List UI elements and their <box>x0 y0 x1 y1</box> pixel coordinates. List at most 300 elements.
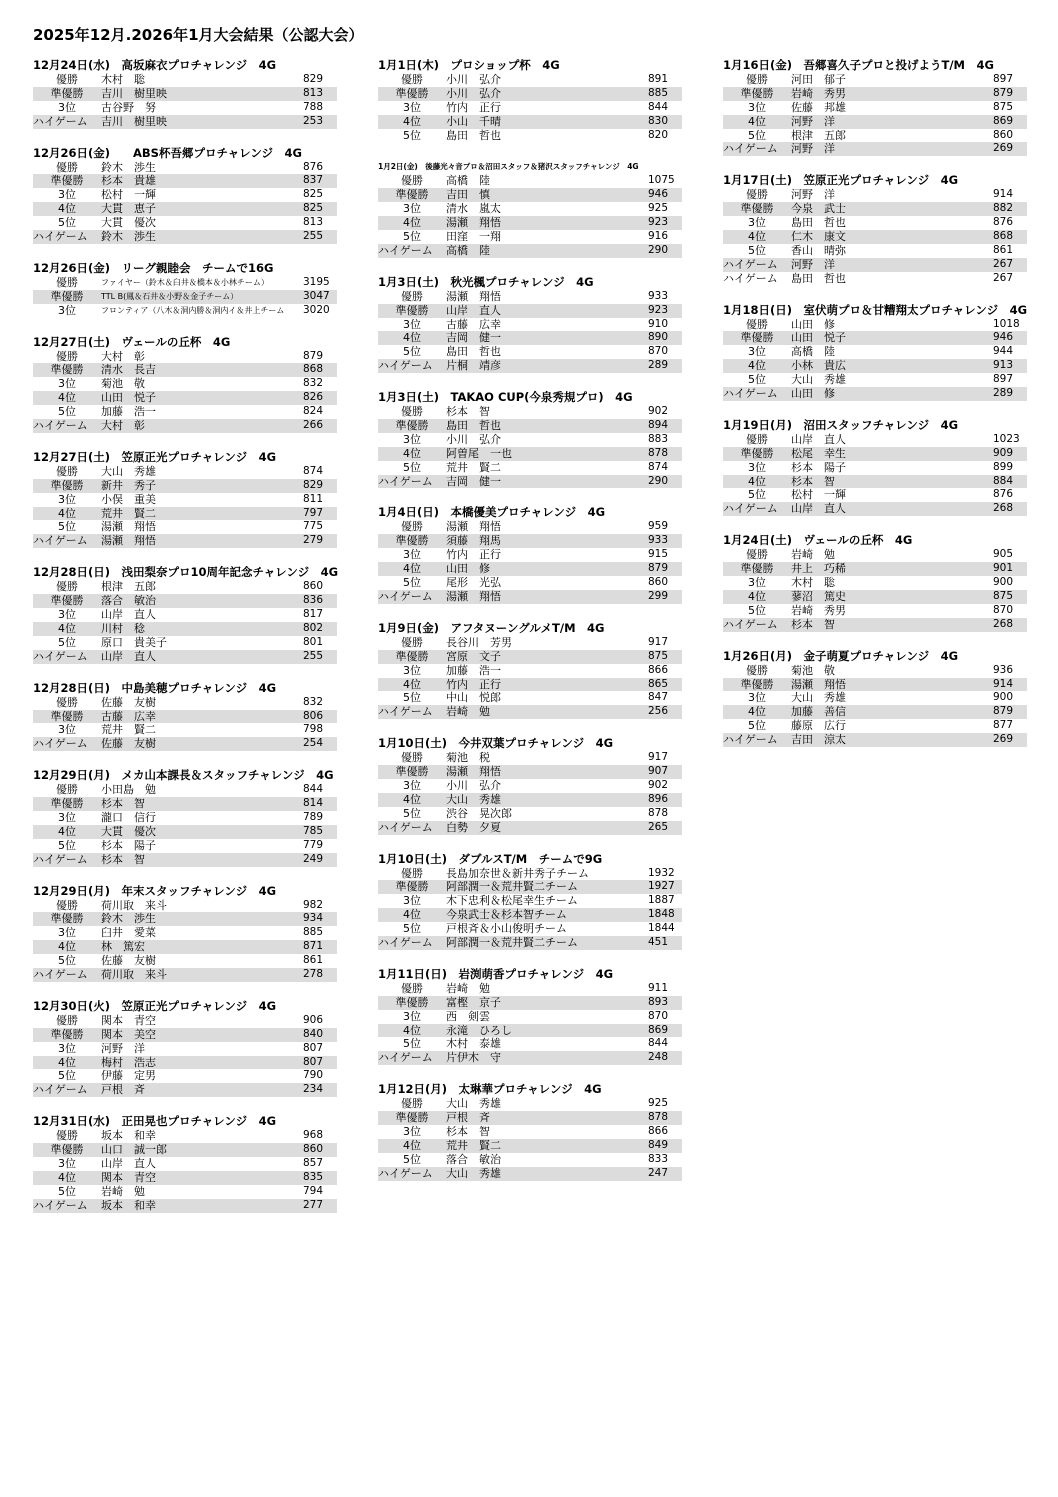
result-row <box>378 894 682 908</box>
player-name: 岩崎 秀男 <box>791 603 846 617</box>
result-row <box>723 129 1027 143</box>
event-title: 1月4日(日) 本橋優美プロチャレンジ 4G <box>378 505 606 520</box>
rank-label: 4位 <box>58 1055 76 1069</box>
results-column-january-late <box>723 58 1027 764</box>
score-value: 861 <box>303 954 324 967</box>
player-name: 今泉 武士 <box>791 202 846 216</box>
score-value: 870 <box>993 603 1014 616</box>
score-value: 3195 <box>303 275 330 288</box>
event-title: 12月27日(土) 笠原正光プロチャレンジ 4G <box>33 449 277 464</box>
rank-label: ハイゲーム <box>33 419 88 433</box>
result-row <box>378 534 682 548</box>
result-row <box>378 576 682 590</box>
score-value: 868 <box>303 363 324 376</box>
score-value: 835 <box>303 1170 324 1183</box>
score-value: 794 <box>303 1184 324 1197</box>
score-value: 265 <box>648 820 669 833</box>
rank-label: 4位 <box>403 792 421 806</box>
rank-label: 準優勝 <box>50 174 84 188</box>
player-name: 井上 巧稀 <box>791 562 846 576</box>
result-row <box>723 618 1027 632</box>
rank-label: ハイゲーム <box>33 737 88 751</box>
rank-label: 4位 <box>748 230 766 244</box>
rank-label: 準優勝 <box>395 995 429 1009</box>
player-name: 荒井 賢二 <box>446 460 501 474</box>
rank-label: 優勝 <box>56 1129 78 1143</box>
result-row <box>378 590 682 604</box>
rank-label: 5位 <box>748 719 766 733</box>
event-block <box>378 505 682 603</box>
event-title: 1月24日(土) ヴェールの丘杯 4G <box>723 533 913 548</box>
player-name: 山田 修 <box>791 387 835 401</box>
rank-label: 優勝 <box>746 548 768 562</box>
rank-label: 4位 <box>403 331 421 345</box>
result-row <box>33 580 337 594</box>
score-value: 946 <box>993 331 1014 344</box>
player-name: 杉本 智 <box>446 1124 490 1138</box>
rank-label: 4位 <box>58 824 76 838</box>
rank-label: 優勝 <box>56 580 78 594</box>
result-row <box>33 839 337 853</box>
rank-label: 準優勝 <box>740 331 774 345</box>
player-name: 杉本 智 <box>446 405 490 419</box>
rank-label: 3位 <box>403 1009 421 1023</box>
score-value: 254 <box>303 737 324 750</box>
player-name: 仁木 康文 <box>791 230 846 244</box>
player-name: 林 篤宏 <box>101 940 145 954</box>
score-value: 826 <box>303 391 324 404</box>
player-name: 島田 哲也 <box>446 128 501 142</box>
result-row <box>723 433 1027 447</box>
rank-label: 5位 <box>403 128 421 142</box>
rank-label: ハイゲーム <box>33 114 88 128</box>
rank-label: 3位 <box>58 1041 76 1055</box>
player-name: 荒井 賢二 <box>446 1138 501 1152</box>
result-row <box>378 705 682 719</box>
player-name: 小林 貴広 <box>791 359 846 373</box>
result-row <box>723 562 1027 576</box>
rank-label: 準優勝 <box>395 765 429 779</box>
result-row <box>33 811 337 825</box>
result-row <box>33 115 337 129</box>
player-name: 坂本 和幸 <box>101 1198 156 1212</box>
rank-label: 3位 <box>58 492 76 506</box>
player-name: 高橋 陸 <box>791 345 835 359</box>
player-name: 湯瀬 翔悟 <box>446 216 501 230</box>
score-value: 825 <box>303 202 324 215</box>
score-value: 891 <box>648 73 669 85</box>
result-row <box>33 622 337 636</box>
player-name: 岩崎 勉 <box>101 1184 145 1198</box>
score-value: 806 <box>303 709 324 722</box>
player-name: 落合 敏治 <box>101 594 156 608</box>
rank-label: 5位 <box>403 1152 421 1166</box>
score-value: 878 <box>648 1111 669 1124</box>
score-value: 247 <box>648 1166 669 1179</box>
event-title: 1月26日(月) 金子萌夏プロチャレンジ 4G <box>723 648 959 663</box>
player-name: 小田島 勉 <box>101 783 156 797</box>
score-value: 849 <box>648 1138 669 1151</box>
result-row <box>33 161 337 175</box>
player-name: 湯瀬 翔悟 <box>101 534 156 548</box>
player-name: 阿曽尾 一也 <box>446 446 512 460</box>
result-row <box>723 678 1027 692</box>
player-name: 大山 秀雄 <box>446 1166 501 1180</box>
result-row <box>378 793 682 807</box>
rank-label: 準優勝 <box>50 797 84 811</box>
result-row <box>33 1056 337 1070</box>
rank-label: 準優勝 <box>395 419 429 433</box>
rank-label: 3位 <box>403 432 421 446</box>
score-value: 813 <box>303 216 324 229</box>
rank-label: 優勝 <box>746 73 768 86</box>
player-name: 松尾 幸生 <box>791 446 846 460</box>
rank-label: 5位 <box>58 1069 76 1083</box>
result-row <box>378 115 682 129</box>
player-name: 湯瀬 翔悟 <box>446 520 501 534</box>
result-row <box>33 968 337 982</box>
rank-label: 4位 <box>403 216 421 230</box>
result-row <box>378 174 682 188</box>
result-row <box>723 387 1027 401</box>
result-row <box>33 290 337 304</box>
event-block <box>33 565 337 663</box>
result-row <box>723 244 1027 258</box>
score-value: 885 <box>648 86 669 99</box>
score-value: 820 <box>648 128 669 141</box>
score-value: 925 <box>648 202 669 215</box>
rank-label: 準優勝 <box>50 1143 84 1157</box>
result-row <box>33 594 337 608</box>
score-value: 289 <box>993 387 1014 400</box>
score-value: 847 <box>648 691 669 704</box>
result-row <box>378 359 682 373</box>
event-title: 1月2日(金) 後藤光々音プロ＆沼田スタッフ＆猪沢スタッフチャレンジ 4G <box>378 162 639 172</box>
player-name: 古藤 広幸 <box>446 317 501 331</box>
rank-label: 準優勝 <box>395 1111 429 1125</box>
result-row <box>723 230 1027 244</box>
rank-label: ハイゲーム <box>723 387 778 401</box>
score-value: 909 <box>993 446 1014 459</box>
rank-label: 準優勝 <box>740 562 774 576</box>
player-name: 山岸 直人 <box>101 608 156 622</box>
result-row <box>33 1083 337 1097</box>
score-value: 789 <box>303 810 324 823</box>
player-name: 須藤 翔馬 <box>446 534 501 548</box>
player-name: 山岸 直人 <box>446 303 501 317</box>
event-block <box>378 390 682 488</box>
event-title: 1月10日(土) 今井双葉プロチャレンジ 4G <box>378 736 614 751</box>
event-block <box>33 681 337 752</box>
rank-label: 5位 <box>403 806 421 820</box>
player-name: 鈴木 渉生 <box>101 160 156 174</box>
rank-label: 5位 <box>58 954 76 968</box>
score-value: 1023 <box>993 432 1020 445</box>
score-value: 925 <box>648 1097 669 1110</box>
rank-label: 5位 <box>403 345 421 359</box>
score-value: 913 <box>993 359 1014 372</box>
event-title: 12月27日(土) ヴェールの丘杯 4G <box>33 334 231 349</box>
event-block <box>723 418 1027 516</box>
rank-label: ハイゲーム <box>378 359 433 373</box>
player-name: 鈴木 渉生 <box>101 230 156 244</box>
score-value: 1927 <box>648 880 675 893</box>
rank-label: ハイゲーム <box>33 1083 88 1097</box>
rank-label: 4位 <box>403 1138 421 1152</box>
player-name: 山岸 直人 <box>791 502 846 516</box>
score-value: 255 <box>303 649 324 662</box>
result-row <box>33 479 337 493</box>
player-name: 荒井 賢二 <box>101 506 156 520</box>
score-value: 874 <box>303 464 324 477</box>
score-value: 277 <box>303 1198 324 1211</box>
player-name: 山岸 直人 <box>101 1156 156 1170</box>
result-row <box>723 719 1027 733</box>
score-value: 860 <box>648 576 669 589</box>
score-value: 267 <box>993 257 1014 270</box>
result-row <box>33 1069 337 1083</box>
player-name: 小川 弘介 <box>446 432 501 446</box>
player-name: 佐藤 友樹 <box>101 737 156 751</box>
player-name: 富樫 京子 <box>446 995 501 1009</box>
player-name: 湯瀬 翔悟 <box>446 765 501 779</box>
event-block <box>33 1114 337 1212</box>
player-name: 荷川取 来斗 <box>101 967 167 981</box>
event-title: 12月30日(火) 笠原正光プロチャレンジ 4G <box>33 998 277 1013</box>
rank-label: 3位 <box>748 691 766 705</box>
event-block <box>723 533 1027 631</box>
score-value: 875 <box>993 100 1014 113</box>
result-row <box>723 733 1027 747</box>
player-name: 竹内 正行 <box>446 677 501 691</box>
event-block <box>33 335 337 433</box>
player-name: 杉本 智 <box>791 474 835 488</box>
result-row <box>33 1199 337 1213</box>
result-row <box>378 1097 682 1111</box>
score-value: 844 <box>648 100 669 113</box>
score-value: 255 <box>303 230 324 243</box>
result-row <box>378 691 682 705</box>
rank-label: 4位 <box>748 114 766 128</box>
player-name: 大山 秀雄 <box>791 373 846 387</box>
rank-label: 5位 <box>58 216 76 230</box>
event-block <box>33 261 337 318</box>
event-title: 1月17日(土) 笠原正光プロチャレンジ 4G <box>723 173 959 188</box>
rank-label: 4位 <box>403 562 421 576</box>
result-row <box>378 880 682 894</box>
event-block <box>378 736 682 834</box>
result-row <box>378 821 682 835</box>
event-title: 12月28日(日) 中島美穂プロチャレンジ 4G <box>33 680 277 695</box>
score-value: 933 <box>648 534 669 547</box>
result-row <box>33 912 337 926</box>
result-row <box>33 391 337 405</box>
rank-label: 優勝 <box>401 405 423 419</box>
result-row <box>723 115 1027 129</box>
result-row <box>378 1167 682 1181</box>
score-value: 278 <box>303 967 324 980</box>
result-row <box>378 461 682 475</box>
result-row <box>33 737 337 751</box>
rank-label: 3位 <box>403 663 421 677</box>
player-name: 吉田 涼太 <box>791 733 846 747</box>
results-column-december <box>33 58 337 1230</box>
rank-label: 優勝 <box>746 188 768 202</box>
score-value: 944 <box>993 345 1014 358</box>
rank-label: ハイゲーム <box>33 852 88 866</box>
event-title: 12月26日(金) ABS杯吾郷プロチャレンジ 4G <box>33 145 302 160</box>
rank-label: ハイゲーム <box>723 271 778 285</box>
rank-label: 優勝 <box>401 981 423 995</box>
result-row <box>378 101 682 115</box>
score-value: 870 <box>648 345 669 358</box>
score-value: 915 <box>648 548 669 561</box>
score-value: 869 <box>648 1023 669 1036</box>
player-name: 瀧口 信行 <box>101 810 156 824</box>
score-value: 290 <box>648 474 669 487</box>
player-name: 白勢 夕夏 <box>446 820 501 834</box>
rank-label: 優勝 <box>56 349 78 363</box>
player-name: 河野 洋 <box>791 142 835 156</box>
result-row <box>378 1051 682 1065</box>
player-name: 片桐 靖彦 <box>446 359 501 373</box>
player-name: 木下忠利＆松尾幸生チーム <box>446 894 578 908</box>
result-row <box>723 258 1027 272</box>
player-name: 関本 青空 <box>101 1170 156 1184</box>
player-name: 河野 洋 <box>791 114 835 128</box>
score-value: 857 <box>303 1156 324 1169</box>
rank-label: 準優勝 <box>50 594 84 608</box>
score-value: 861 <box>993 243 1014 256</box>
score-value: 817 <box>303 608 324 621</box>
rank-label: 準優勝 <box>50 1027 84 1041</box>
score-value: 879 <box>303 349 324 362</box>
score-value: 813 <box>303 86 324 99</box>
rank-label: ハイゲーム <box>378 1051 433 1065</box>
rank-label: 5位 <box>403 460 421 474</box>
rank-label: ハイゲーム <box>723 257 778 271</box>
rank-label: 優勝 <box>56 783 78 797</box>
rank-label: 3位 <box>58 303 76 317</box>
player-name: 蓼沼 篤史 <box>791 589 846 603</box>
player-name: 臼井 愛菜 <box>101 926 156 940</box>
rank-label: 準優勝 <box>50 363 84 377</box>
result-row <box>378 230 682 244</box>
event-block <box>378 1082 682 1180</box>
player-name: 島田 哲也 <box>446 345 501 359</box>
player-name: 田窪 一翔 <box>446 230 501 244</box>
rank-label: 5位 <box>58 838 76 852</box>
score-value: 905 <box>993 548 1014 561</box>
score-value: 900 <box>993 576 1014 589</box>
result-row <box>33 1185 337 1199</box>
player-name: 大山 秀雄 <box>101 464 156 478</box>
player-name: 大山 秀雄 <box>446 792 501 806</box>
score-value: 885 <box>303 926 324 939</box>
rank-label: 優勝 <box>401 520 423 534</box>
rank-label: ハイゲーム <box>33 649 88 663</box>
rank-label: 5位 <box>403 1037 421 1051</box>
rank-label: 優勝 <box>56 160 78 174</box>
player-name: 菊池 税 <box>446 751 490 765</box>
result-row <box>378 244 682 258</box>
result-row <box>723 475 1027 489</box>
rank-label: ハイゲーム <box>33 967 88 981</box>
result-row <box>378 1125 682 1139</box>
rank-label: 準優勝 <box>50 478 84 492</box>
result-row <box>378 751 682 765</box>
player-name: 尾形 光弘 <box>446 576 501 590</box>
event-block <box>723 649 1027 747</box>
player-name: 湯瀬 翔悟 <box>446 589 501 603</box>
score-value: 234 <box>303 1083 324 1096</box>
rank-label: 4位 <box>403 446 421 460</box>
result-row <box>378 650 682 664</box>
result-row <box>33 174 337 188</box>
score-value: 814 <box>303 797 324 810</box>
player-name: 山田 修 <box>446 562 490 576</box>
event-block <box>33 58 337 129</box>
rank-label: 準優勝 <box>50 709 84 723</box>
player-name: 戸根斉＆小山俊明チーム <box>446 922 567 936</box>
result-row <box>378 304 682 318</box>
rank-label: 4位 <box>58 621 76 635</box>
score-value: 289 <box>648 359 669 372</box>
event-block <box>33 884 337 982</box>
event-title: 1月16日(金) 吾郷喜久子プロと投げようT/M 4G <box>723 58 994 72</box>
rank-label: ハイゲーム <box>378 820 433 834</box>
player-name: 永滝 ひろし <box>446 1023 512 1037</box>
rank-label: 優勝 <box>401 73 423 86</box>
page-title: 2025年12月.2026年1月大会結果（公認大会） <box>33 26 364 44</box>
player-name: 杉本 陽子 <box>101 838 156 852</box>
player-name: 加藤 善信 <box>791 705 846 719</box>
rank-label: 準優勝 <box>740 202 774 216</box>
player-name: 大貫 優次 <box>101 216 156 230</box>
rank-label: 5位 <box>58 635 76 649</box>
rank-label: 準優勝 <box>50 86 84 100</box>
player-name: 西 剣雲 <box>446 1009 490 1023</box>
score-value: 900 <box>993 691 1014 704</box>
player-name: 山田 修 <box>791 317 835 331</box>
event-title: 12月28日(日) 浅田梨奈プロ10周年記念チャレンジ 4G <box>33 565 339 580</box>
rank-label: 5位 <box>403 691 421 705</box>
player-name: 高橋 陸 <box>446 243 490 257</box>
player-name: 古藤 広幸 <box>101 709 156 723</box>
score-value: 832 <box>303 695 324 708</box>
score-value: 829 <box>303 478 324 491</box>
result-row <box>723 101 1027 115</box>
rank-label: 3位 <box>403 202 421 216</box>
rank-label: 3位 <box>403 1124 421 1138</box>
player-name: 小川 弘介 <box>446 86 501 100</box>
result-row <box>378 419 682 433</box>
player-name: 島田 哲也 <box>446 419 501 433</box>
score-value: 802 <box>303 621 324 634</box>
result-row <box>378 73 682 87</box>
score-value: 267 <box>993 271 1014 284</box>
player-name: 大山 秀雄 <box>791 691 846 705</box>
result-row <box>33 363 337 377</box>
score-value: 801 <box>303 635 324 648</box>
score-value: 253 <box>303 114 324 127</box>
player-name: 湯瀬 翔悟 <box>446 289 501 303</box>
score-value: 946 <box>648 188 669 201</box>
event-title: 1月3日(土) TAKAO CUP(今泉秀規プロ) 4G <box>378 390 633 405</box>
player-name: 根津 五郎 <box>791 128 846 142</box>
result-row <box>378 345 682 359</box>
player-name: 小川 弘介 <box>446 73 501 86</box>
